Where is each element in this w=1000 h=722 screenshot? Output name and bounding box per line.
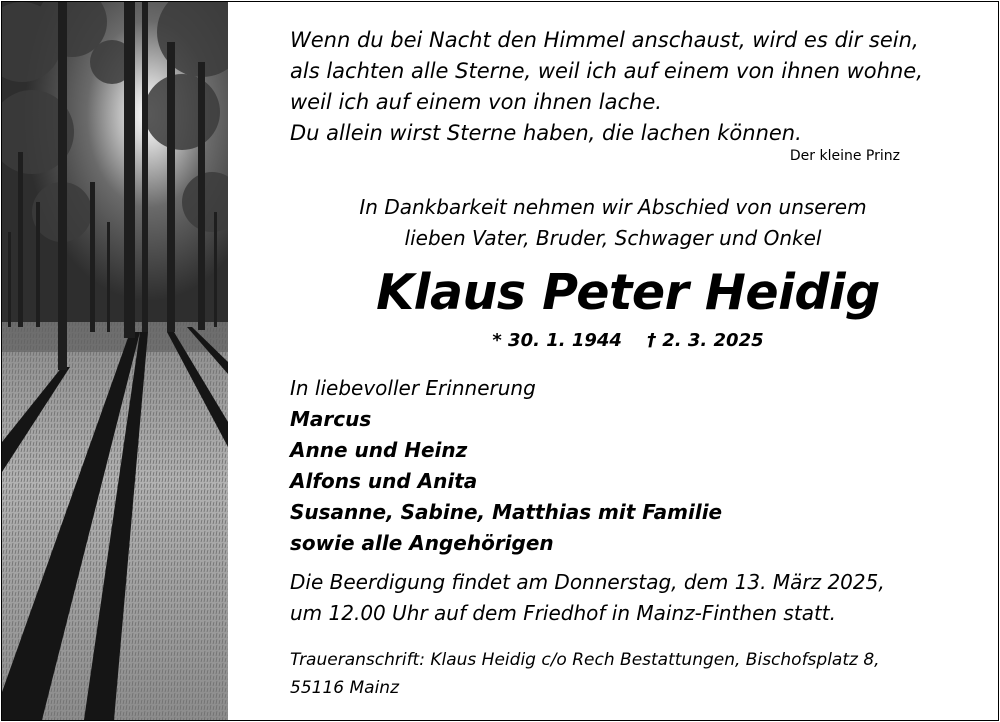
quote-line-3: weil ich auf einem von ihnen lache. [290,90,662,114]
intro-line-1: In Dankbarkeit nehmen wir Abschied von unserem [359,195,867,219]
life-dates: * 30. 1. 1944 † 2. 3. 2025 [492,330,764,351]
quote-line-1: Wenn du bei Nacht den Himmel anschaust, wird es dir sein, [290,28,919,52]
funeral-line-2: um 12.00 Uhr auf dem Friedhof in Mainz-Finthen statt. [290,601,836,625]
intro-line-2: lieben Vater, Bruder, Schwager und Onkel [404,226,822,250]
quote-line-2: als lachten alle Sterne, weil ich auf einem von ihnen wohne, [290,59,923,83]
address-line-1: Traueranschrift: Klaus Heidig c/o Rech Bestattungen, Bischofsplatz 8, [290,650,880,670]
mourner-name: Alfons und Anita [290,469,478,493]
mourner-name: Susanne, Sabine, Matthias mit Familie [290,500,723,524]
mourner-name: Anne und Heinz [290,438,468,462]
mourner-name: Marcus [290,407,372,431]
funeral-line-1: Die Beerdigung findet am Donnerstag, dem 13. März 2025, [290,570,885,594]
mourner-name: sowie alle Angehörigen [290,531,554,555]
quote-author: Der kleine Prinz [789,148,900,164]
mourners-intro: In liebevoller Erinnerung [290,376,536,400]
quote-line-4: Du allein wirst Sterne haben, die lachen können. [290,121,802,145]
address-line-2: 55116 Mainz [290,678,399,698]
obituary-notice [1,1,999,721]
deceased-name: Klaus Peter Heidig [376,264,880,321]
